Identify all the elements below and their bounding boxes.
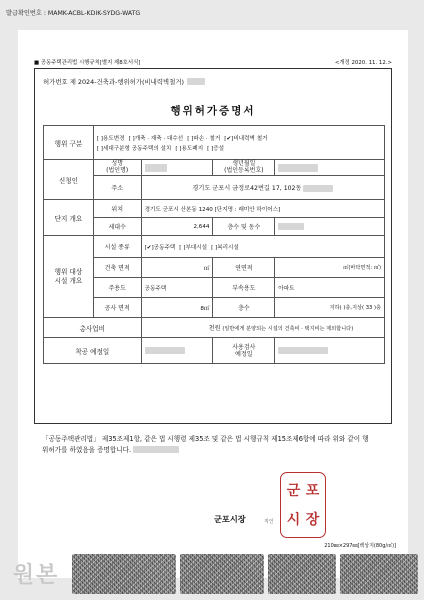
location-label: 위치 bbox=[93, 200, 141, 218]
address-value bbox=[141, 176, 384, 200]
applicant-label: 신청인 bbox=[44, 160, 94, 200]
statement-text: 「공동주택관리법」 제35조제1항, 같은 법 시행령 제35조 및 같은 법 시행규칙 제15조제6항에 따라 위와 같이 행위허가를 하였음을 증명합니다. bbox=[42, 435, 369, 454]
redacted-block bbox=[145, 164, 167, 172]
facility-type-option: [ ]복리시설 bbox=[211, 244, 239, 251]
complex-label: 단지 개요 bbox=[44, 200, 94, 236]
address-text: 경기도 군포시 금정로42번길 17, 102동 bbox=[192, 185, 302, 193]
birth-value bbox=[275, 160, 385, 176]
action-options-line2 bbox=[97, 144, 381, 152]
birth-label: 생년월일 (법인등록번호) bbox=[213, 160, 275, 176]
seal-character: 장 bbox=[305, 511, 320, 528]
form-reference: ■ 공동주택관리법 시행규칙[별지 제8호서식] bbox=[34, 58, 140, 66]
row-action-type bbox=[44, 126, 385, 160]
main-use-label: 주용도 bbox=[93, 278, 141, 298]
action-options-line1 bbox=[97, 134, 381, 142]
work-area-label: 공사 면적 bbox=[93, 298, 141, 318]
row-applicant-address bbox=[44, 176, 385, 200]
cost-label: 총사업비 bbox=[44, 318, 142, 338]
floors-value: 지하( )층,지상( 33 )층 bbox=[275, 298, 385, 318]
action-option: [✔]비내력벽 철거 bbox=[224, 135, 268, 142]
redacted-block bbox=[303, 185, 333, 192]
facility-type-options bbox=[141, 236, 384, 258]
complex-floors-value bbox=[275, 218, 385, 236]
complex-floors-label: 층수 및 동수 bbox=[213, 218, 275, 236]
sub-use-label: 부속용도 bbox=[213, 278, 275, 298]
facility-type-label: 시설 종류 bbox=[93, 236, 141, 258]
building-area-unit: ㎡ bbox=[141, 258, 213, 278]
row-applicant-name bbox=[44, 160, 385, 176]
sub-use-value: 아파트 bbox=[275, 278, 385, 298]
action-option: [ ]증설 bbox=[207, 145, 225, 152]
action-option: [ ]용도변경 bbox=[96, 135, 125, 142]
security-pattern bbox=[268, 554, 336, 594]
row-complex-households bbox=[44, 218, 385, 236]
cost-value bbox=[141, 318, 384, 338]
permit-number-text: 허가번호 제 2024-건축과-행위허가(비내력벽철거) bbox=[43, 78, 185, 86]
row-dates bbox=[44, 338, 385, 364]
total-area-label: 연면적 bbox=[213, 258, 275, 278]
action-option: [ ]개축 · 재축 · 대수선 bbox=[128, 135, 184, 142]
address-label: 주소 bbox=[93, 176, 141, 200]
redacted-block bbox=[278, 347, 328, 354]
permit-number bbox=[43, 77, 205, 86]
certification-statement bbox=[42, 434, 372, 455]
action-option: [ ]세대구분형 공동주택의 설치 bbox=[96, 145, 172, 152]
action-option: [ ]용도폐지 bbox=[175, 145, 204, 152]
main-use-value: 공동주택 bbox=[141, 278, 213, 298]
official-seal bbox=[280, 472, 326, 538]
households-value: 2,644 bbox=[141, 218, 213, 236]
security-pattern bbox=[72, 554, 176, 594]
seal-mark-label: 직인 bbox=[264, 519, 274, 525]
total-area-unit: ㎡(바닥면적: ㎡) bbox=[275, 258, 385, 278]
action-option: [ ]파손 · 철거 bbox=[187, 135, 221, 142]
facility-type-option: [✔]공동주택 bbox=[144, 244, 176, 251]
redacted-block bbox=[133, 446, 179, 453]
work-area-value: 8㎡ bbox=[141, 298, 213, 318]
row-work-area bbox=[44, 298, 385, 318]
security-footer bbox=[0, 550, 424, 600]
inspection-date-value bbox=[275, 338, 385, 364]
row-uses bbox=[44, 278, 385, 298]
start-date-label: 착공 예정일 bbox=[44, 338, 142, 364]
issue-number: 발급확인번호 : MAMK-ACBL-KDIK-SYDG-WATG bbox=[6, 10, 141, 17]
issuer-name: 군포시장 bbox=[214, 514, 246, 524]
floors-label: 층수 bbox=[213, 298, 275, 318]
seal-character: 포 bbox=[305, 482, 320, 499]
row-complex-location bbox=[44, 200, 385, 218]
cost-note: (일반에게 분양되는 시설의 건축비 · 택지비는 제외합니다) bbox=[222, 326, 354, 333]
seal-character: 군 bbox=[286, 482, 301, 499]
form-header bbox=[34, 58, 392, 66]
row-facility-type bbox=[44, 236, 385, 258]
redacted-block bbox=[187, 78, 205, 85]
redacted-block bbox=[278, 164, 318, 172]
start-date-value bbox=[141, 338, 213, 364]
location-value: 경기도 군포시 산본동 1240 [단지명 : 래미안 하이어스] bbox=[141, 200, 384, 218]
security-pattern bbox=[340, 554, 418, 594]
action-options bbox=[93, 126, 384, 160]
name-value bbox=[141, 160, 213, 176]
original-watermark: 원본 bbox=[12, 562, 60, 588]
name-label: 성명 (법인명) bbox=[93, 160, 141, 176]
security-pattern bbox=[180, 554, 264, 594]
form-revision-date: <개정 2020. 11. 12.> bbox=[334, 60, 392, 66]
action-label: 행위 구분 bbox=[44, 126, 94, 160]
page-title: 행위허가증명서 bbox=[170, 105, 256, 117]
target-label: 행위 대상 시설 개요 bbox=[44, 236, 94, 318]
inspection-date-label: 사용검사 예정일 bbox=[213, 338, 275, 364]
building-area-label: 건축 면적 bbox=[93, 258, 141, 278]
redacted-block bbox=[145, 347, 185, 354]
facility-type-option: [ ]부대시설 bbox=[179, 244, 208, 251]
certificate-paper bbox=[18, 30, 408, 578]
certificate-table bbox=[43, 125, 385, 364]
paper-size-spec: 210㎜×297㎜[백상지(80g/㎡)] bbox=[324, 543, 396, 549]
seal-character: 시 bbox=[286, 511, 301, 528]
cost-unit: 천원 bbox=[208, 325, 221, 333]
households-label: 세대수 bbox=[93, 218, 141, 236]
redacted-block bbox=[278, 223, 304, 230]
certificate-frame bbox=[34, 68, 392, 424]
row-total-cost bbox=[44, 318, 385, 338]
row-areas bbox=[44, 258, 385, 278]
